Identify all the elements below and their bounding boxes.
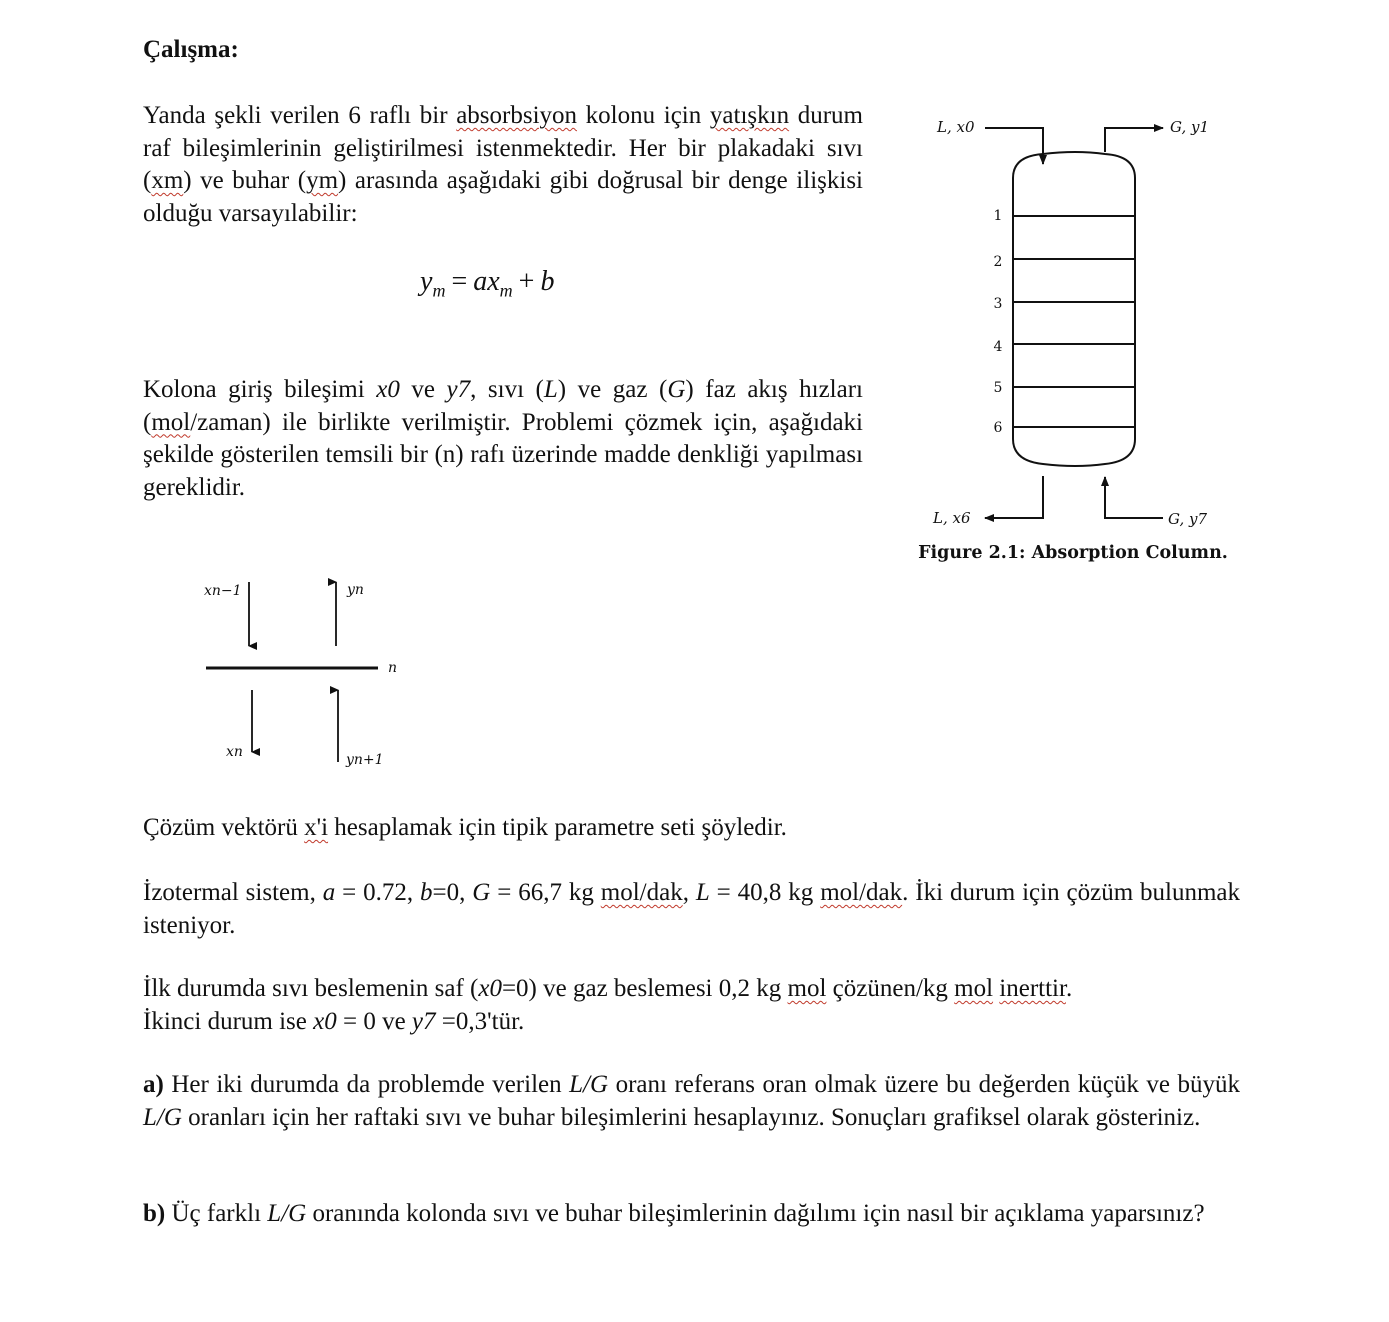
spell-check-word: mol/dak bbox=[820, 879, 903, 906]
spell-check-word: x'i bbox=[304, 814, 329, 841]
tray-number: 6 bbox=[993, 420, 1003, 436]
tray-number: 4 bbox=[993, 339, 1003, 355]
label-x-in: xn−1 bbox=[204, 583, 242, 599]
liquid-outlet-arrow bbox=[985, 476, 1043, 518]
label-tray-n: n bbox=[388, 660, 398, 676]
tray-n-diagram bbox=[190, 570, 420, 780]
inlet-paragraph: Kolona giriş bileşimi x0 ve y7, sıvı (L) ve gaz (G) faz akış hızları (mol/zaman) ile birlikte verilmiştir. Problemi çözmek için, aşağıdaki şekilde gösterilen temsili bir (n) rafı üzerinde madde denkliği yapılması gereklidir. bbox=[143, 376, 863, 501]
label-gas-out: G, y1 bbox=[1170, 118, 1210, 136]
spell-check-word: mol bbox=[787, 975, 827, 1002]
spell-check-word: yatışkın bbox=[709, 102, 790, 129]
var-ym: ym bbox=[306, 167, 339, 194]
spell-check-word: inerttir bbox=[999, 975, 1066, 1002]
figure-caption: Figure 2.1: Absorption Column. bbox=[918, 543, 1228, 563]
label-y-out: yn bbox=[347, 582, 364, 598]
spell-check-word: mol bbox=[151, 408, 191, 436]
gas-inlet-arrow bbox=[1105, 477, 1163, 518]
column-shell bbox=[1013, 152, 1135, 466]
intro-paragraph: Yanda şekli verilen 6 raflı bir absorbsiyon kolonu için yatışkın durum raf bileşimlerinin geliştirilmesi istenmektedir. Her bir plakadaki sıvı (xm) ve buhar (ym) arasında aşağıdaki gibi doğrusal bir denge ilişkisi olduğu varsayılabilir: bbox=[143, 102, 863, 227]
tray-number: 5 bbox=[993, 380, 1003, 396]
parameters-paragraph: İzotermal sistem, a = 0.72, b=0, G = 66,7 kg mol/dak, L = 40,8 kg mol/dak. İki durum için çözüm bulunmak isteniyor. bbox=[143, 879, 1241, 939]
label-y-in: yn+1 bbox=[346, 752, 384, 768]
tray-number: 3 bbox=[993, 296, 1003, 312]
part-a-paragraph: a) Her iki durumda da problemde verilen L/G oranı referans oran olmak üzere bu değerden küçük ve büyük L/G oranları için her raftaki sıvı ve buhar bileşimlerini hesaplayınız. Sonuçları grafiksel olarak gösteriniz. bbox=[143, 1071, 1240, 1131]
tray-n-figure bbox=[190, 570, 420, 780]
label-gas-in: G, y7 bbox=[1168, 510, 1208, 528]
page-title: Çalışma: bbox=[143, 36, 239, 63]
column-diagram bbox=[905, 106, 1250, 568]
spell-check-word: absorbsiyon bbox=[456, 102, 578, 129]
solution-vector-paragraph: Çözüm vektörü x'i hesaplamak için tipik parametre seti şöyledir. bbox=[143, 814, 787, 841]
spell-check-word: mol/dak bbox=[600, 879, 683, 906]
equilibrium-equation: $y_m = ax_m + b$ bbox=[420, 266, 555, 301]
liquid-inlet-arrow bbox=[985, 128, 1043, 164]
gas-outlet-arrow bbox=[1105, 128, 1163, 152]
cases-paragraph: İlk durumda sıvı beslemenin saf (x0=0) ve gaz beslemesi 0,2 kg mol çözünen/kg mol inerttir. İkinci durum ise x0 = 0 ve y7 =0,3'tür. bbox=[143, 975, 1073, 1035]
spell-check-word: mol bbox=[954, 975, 994, 1002]
tray-number: 1 bbox=[993, 208, 1003, 224]
part-b-paragraph: b) Üç farklı L/G oranında kolonda sıvı ve buhar bileşimlerinin dağılımı için nasıl bir açıklama yaparsınız? bbox=[143, 1200, 1205, 1227]
var-xm: xm bbox=[151, 167, 184, 194]
absorption-column-figure bbox=[905, 106, 1250, 568]
label-x-out: xn bbox=[226, 744, 243, 760]
tray-number: 2 bbox=[993, 254, 1003, 270]
label-liquid-out: L, x6 bbox=[933, 509, 971, 527]
label-liquid-in: L, x0 bbox=[937, 118, 975, 136]
